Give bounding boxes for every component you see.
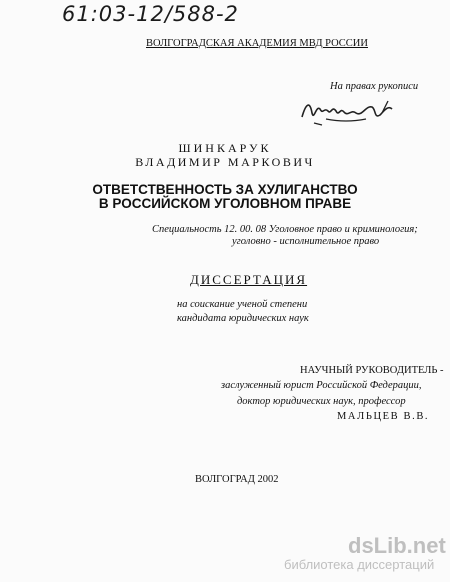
dissertation-label: ДИССЕРТАЦИЯ — [190, 272, 308, 287]
manuscript-rights-note: На правах рукописи — [330, 81, 419, 92]
thesis-title-line-2: В РОССИЙСКОМ УГОЛОВНОМ ПРАВЕ — [98, 196, 352, 211]
supervisor-title-2: доктор юридических наук, профессор — [237, 396, 406, 407]
supervisor-role: НАУЧНЫЙ РУКОВОДИТЕЛЬ - — [300, 365, 444, 376]
specialty-line-1: Специальность 12. 00. 08 Уголовное право и криминология; — [152, 224, 418, 235]
supervisor-title-1: заслуженный юрист Российской Федерации, — [221, 380, 422, 391]
author-last-name: ШИНКАРУК — [178, 141, 272, 155]
degree-line-1: на соискание ученой степени — [177, 299, 308, 310]
author-first-names: ВЛАДИМИР МАРКОВИЧ — [135, 155, 315, 169]
thesis-title-line-1: ОТВЕТСТВЕННОСТЬ ЗА ХУЛИГАНСТВО — [92, 182, 358, 197]
degree-line-2: кандидата юридических наук — [177, 313, 309, 324]
supervisor-name: МАЛЬЦЕВ В.В. — [337, 411, 430, 422]
handwritten-catalog-number: 61:03-12/588-2 — [62, 2, 239, 26]
city-year: ВОЛГОГРАД 2002 — [195, 474, 279, 485]
watermark-logo: dsLib.net — [348, 533, 446, 558]
academy-name: ВОЛГОГРАДСКАЯ АКАДЕМИЯ МВД РОССИИ — [146, 38, 368, 49]
signature — [296, 95, 406, 136]
specialty-line-2: уголовно - исполнительное право — [232, 236, 380, 247]
watermark-text: библиотека диссертаций — [284, 557, 435, 572]
